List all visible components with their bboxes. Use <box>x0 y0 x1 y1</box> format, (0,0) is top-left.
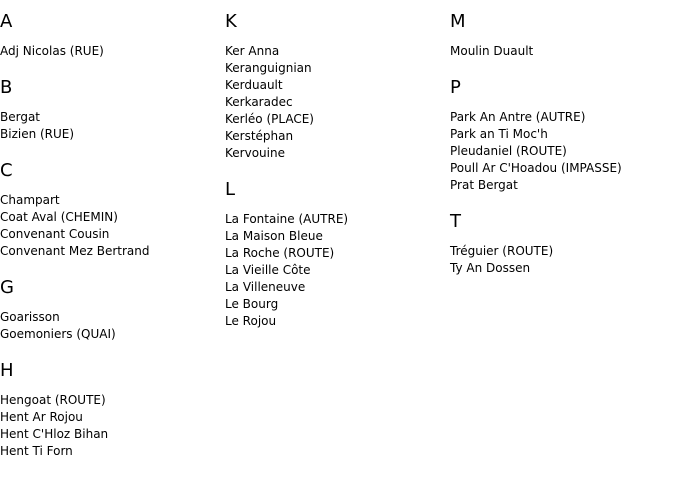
street-link[interactable]: Moulin Duault <box>450 44 534 58</box>
street-link[interactable]: Bizien (RUE) <box>0 127 75 141</box>
letter-group-a <box>0 0 225 66</box>
street-link[interactable]: Adj Nicolas (RUE) <box>0 44 104 58</box>
street-link[interactable]: Goemoniers (QUAI) <box>0 327 116 341</box>
letter-group-c <box>0 149 225 266</box>
street-list <box>0 33 225 66</box>
street-link[interactable]: La Roche (ROUTE) <box>225 246 335 260</box>
street-link[interactable]: Kerkaradec <box>225 95 293 109</box>
street-list <box>0 99 225 149</box>
street-link[interactable]: Keranguignian <box>225 61 312 75</box>
street-link[interactable]: Poull Ar C'Hoadou (IMPASSE) <box>450 161 622 175</box>
index-column <box>450 0 675 283</box>
street-link[interactable]: La Villeneuve <box>225 280 306 294</box>
street-link[interactable]: Hent Ti Forn <box>0 444 73 458</box>
index-column <box>0 0 225 466</box>
letter-heading: L <box>225 179 236 200</box>
street-link[interactable]: Bergat <box>0 110 41 124</box>
letter-group-h <box>0 349 225 466</box>
letter-group-p <box>450 66 675 200</box>
letter-heading: C <box>0 160 13 181</box>
letter-group-g <box>0 266 225 349</box>
street-list <box>450 33 675 66</box>
index-column <box>225 0 450 336</box>
letter-group-m <box>450 0 675 66</box>
letter-group-b <box>0 66 225 149</box>
letter-group-l <box>225 168 450 336</box>
street-link[interactable]: Le Rojou <box>225 314 277 328</box>
street-list <box>0 382 225 466</box>
street-link[interactable]: Tréguier (ROUTE) <box>450 244 554 258</box>
street-link[interactable]: Hent C'Hloz Bihan <box>0 427 109 441</box>
street-link[interactable]: Hent Ar Rojou <box>0 410 83 424</box>
street-link[interactable]: Hengoat (ROUTE) <box>0 393 106 407</box>
letter-group-t <box>450 200 675 283</box>
street-link[interactable]: Kerléo (PLACE) <box>225 112 314 126</box>
letter-group-k <box>225 0 450 168</box>
street-link[interactable]: Pleudaniel (ROUTE) <box>450 144 567 158</box>
street-link[interactable]: Champart <box>0 193 60 207</box>
street-link[interactable]: Park an Ti Moc'h <box>450 127 548 141</box>
letter-heading: B <box>0 77 13 98</box>
street-list <box>225 33 450 168</box>
street-link[interactable]: Kervouine <box>225 146 285 160</box>
letter-heading: A <box>0 11 13 32</box>
street-link[interactable]: Ty An Dossen <box>450 261 531 275</box>
street-list <box>450 233 675 283</box>
street-link[interactable]: Convenant Cousin <box>0 227 110 241</box>
letter-heading: T <box>450 211 461 232</box>
street-link[interactable]: Coat Aval (CHEMIN) <box>0 210 118 224</box>
letter-heading: G <box>0 277 14 298</box>
letter-heading: H <box>0 360 14 381</box>
street-list <box>225 201 450 336</box>
street-link[interactable]: Le Bourg <box>225 297 279 311</box>
street-link[interactable]: Convenant Mez Bertrand <box>0 244 150 258</box>
street-list <box>0 299 225 349</box>
street-link[interactable]: Prat Bergat <box>450 178 518 192</box>
letter-heading: P <box>450 77 461 98</box>
street-link[interactable]: Goarisson <box>0 310 60 324</box>
letter-heading: M <box>450 11 466 32</box>
street-link[interactable]: La Vieille Côte <box>225 263 311 277</box>
street-link[interactable]: Kerstéphan <box>225 129 294 143</box>
street-link[interactable]: Ker Anna <box>225 44 280 58</box>
street-link[interactable]: Kerduault <box>225 78 283 92</box>
street-link[interactable]: La Fontaine (AUTRE) <box>225 212 349 226</box>
street-list <box>450 99 675 200</box>
street-list <box>0 182 225 266</box>
street-link[interactable]: La Maison Bleue <box>225 229 323 243</box>
letter-heading: K <box>225 11 237 32</box>
street-link[interactable]: Park An Antre (AUTRE) <box>450 110 586 124</box>
